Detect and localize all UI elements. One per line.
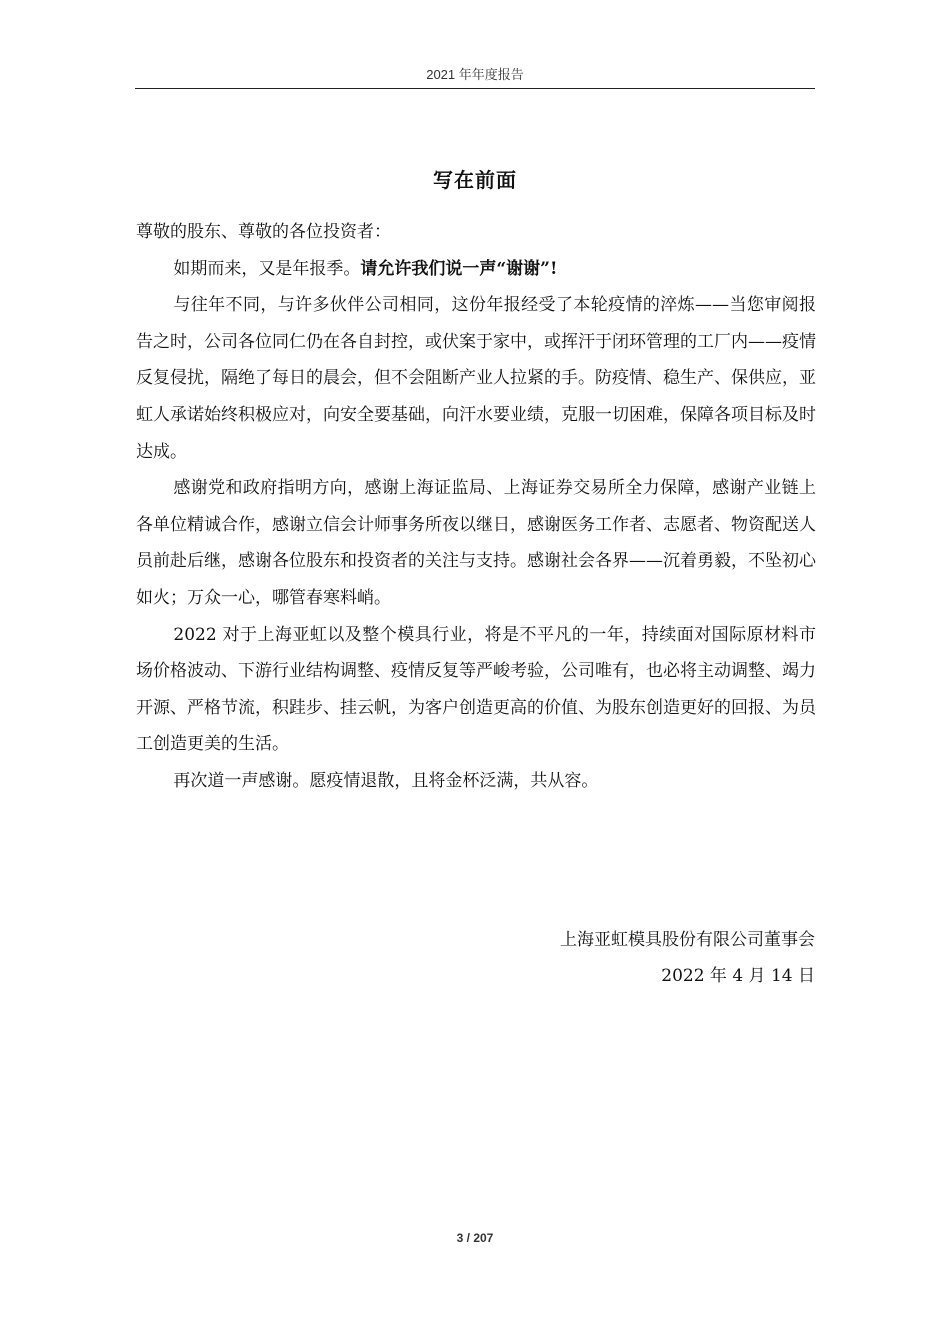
salutation: 尊敬的股东、尊敬的各位投资者： [136,222,391,242]
letter-body [136,214,816,800]
page-number: 3 / 207 [456,1231,494,1245]
paragraph-4: 2022 对于上海亚虹以及整个模具行业，将是不平凡的一年，持续面对国际原材料市场价格波动、下游行业结构调整、疫情反复等严峻考验，公司唯有，也必将主动调整、竭力开源、严格节流，积跬步、挂云帆，为客户创造更高的价值、为股东创造更好的回报、为员工创造更美的生活。 [136,624,816,755]
header-divider [135,88,815,89]
paragraph-1-text: 如期而来，又是年报季。 [173,258,361,279]
page-header: 2021 年年度报告 [426,67,524,82]
paragraph-5: 再次道一声感谢。愿疫情退散，且将金杯泛满，共从容。 [173,770,599,791]
paragraph-3: 感谢党和政府指明方向，感谢上海证监局、上海证券交易所全力保障，感谢产业链上各单位精诚合作，感谢立信会计师事务所夜以继日，感谢医务工作者、志愿者、物资配送人员前赴后继，感谢各位股东和投资者的关注与支持。感谢社会各界——沉着勇毅，不坠初心如火；万众一心，哪管春寒料峭。 [136,478,816,608]
paragraph-1 [136,251,816,288]
signature-company: 上海亚虹模具股份有限公司董事会 [560,930,815,950]
paragraph-2: 与往年不同，与许多伙伴公司相同，这份年报经受了本轮疫情的淬炼——当您审阅报告之时，公司各位同仁仍在各自封控，或伏案于家中，或挥汗于闭环管理的工厂内——疫情反复侵扰，隔绝了每日的晨会，但不会阻断产业人拉紧的手。防疫情、稳生产、保供应，亚虹人承诺始终积极应对，向安全要基础，向汗水要业绩，克服一切困难，保障各项目标及时达成。 [136,295,816,462]
signature-block [315,922,815,994]
paragraph-1-emphasis: 请允许我们说一声“谢谢”! [360,258,558,279]
page-title: 写在前面 [433,168,517,192]
signature-date: 2022 年 4 月 14 日 [661,966,815,986]
